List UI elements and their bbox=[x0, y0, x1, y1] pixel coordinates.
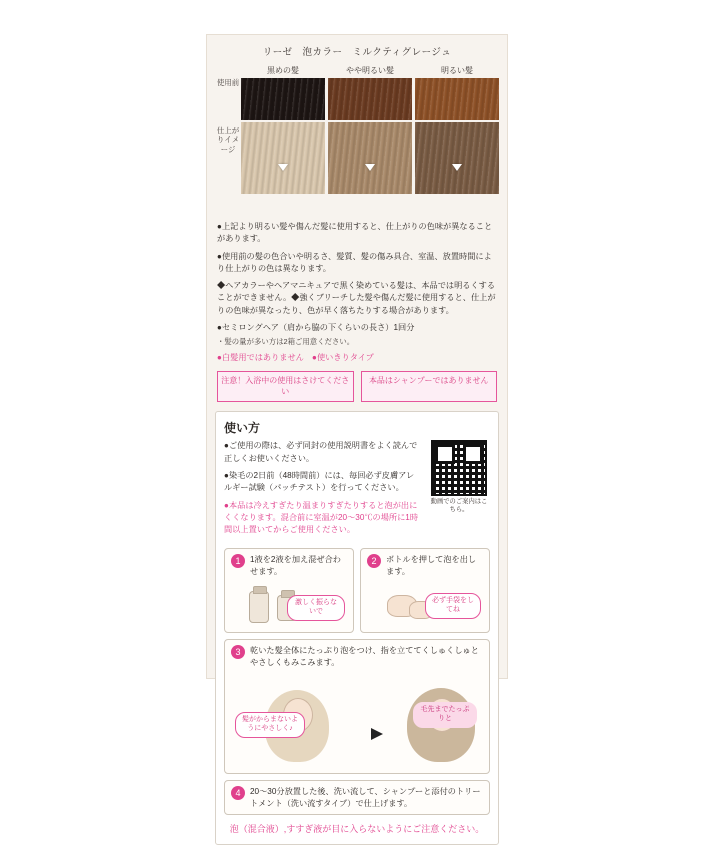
step-2-illustration bbox=[367, 581, 483, 627]
step-number: 3 bbox=[231, 645, 245, 659]
warning-bath: 注意！入浴中の使用はさけてください bbox=[217, 371, 354, 403]
step-number: 4 bbox=[231, 786, 245, 800]
step-2-balloon: 必ず手袋をしてね bbox=[425, 593, 481, 619]
swatch-label-after: 仕上がりイメージ bbox=[216, 126, 240, 154]
howto-note-1: ●ご使用の際は、必ず同封の使用説明書をよく読んで正しくお使いください。 bbox=[224, 441, 418, 463]
product-header: リーゼ 泡カラー ミルクティグレージュ bbox=[262, 47, 452, 58]
note-1: ●上記より明るい髪や傷んだ髪に使用すると、仕上がりの色味が異なることがあります。 bbox=[217, 222, 493, 244]
hair-texture bbox=[328, 122, 412, 194]
hair-texture bbox=[415, 122, 499, 194]
step-1-illustration bbox=[231, 581, 347, 627]
arrow-right-icon bbox=[371, 728, 383, 740]
step-1 bbox=[224, 548, 354, 633]
arrow-down-icon bbox=[452, 164, 462, 171]
step-3-illustration bbox=[231, 672, 483, 768]
howto-section bbox=[215, 411, 499, 845]
steps-list bbox=[224, 548, 490, 815]
step-text: 乾いた髪全体にたっぷり泡をつけ、指を立ててくしゅくしゅとやさしくもみこみます。 bbox=[250, 646, 479, 667]
step-number: 1 bbox=[231, 554, 245, 568]
arrow-down-icon bbox=[365, 164, 375, 171]
hair-texture bbox=[241, 122, 325, 194]
hair-texture bbox=[241, 78, 325, 120]
step-2 bbox=[360, 548, 490, 633]
footer-caution: 泡（混合液）,すすぎ液が目に入らないようにご注意ください。 bbox=[229, 824, 485, 835]
swatch-before-2 bbox=[328, 78, 412, 120]
step-3-balloon-right: 毛先までたっぷりと bbox=[413, 702, 477, 728]
swatch-after-1 bbox=[241, 122, 325, 194]
qr-code-icon[interactable] bbox=[431, 440, 487, 496]
note-4-sub: ・髪の量が多い方は2箱ご用意ください。 bbox=[217, 337, 355, 347]
swatch-title-3: 明るい髪 bbox=[441, 66, 473, 75]
package-back-panel bbox=[206, 34, 508, 835]
swatch-before-3 bbox=[415, 78, 499, 120]
step-number: 2 bbox=[367, 554, 381, 568]
swatch-before-1 bbox=[241, 78, 325, 120]
warning-not-shampoo: 本品はシャンプーではありません bbox=[361, 371, 498, 403]
step-text: ボトルを押して泡を出します。 bbox=[386, 555, 477, 576]
swatch-row-labels bbox=[215, 64, 241, 214]
step-text: 20～30分放置した後、洗い流して、シャンプーと添付のトリートメント（洗い流すタイプ）で仕上げます。 bbox=[250, 787, 481, 808]
step-text: 1液を2液を加え混ぜ合わせます。 bbox=[250, 555, 341, 576]
qr-caption: 動画でのご案内はこちら。 bbox=[430, 498, 488, 514]
swatch-column-2 bbox=[328, 64, 412, 214]
hair-texture bbox=[415, 78, 499, 120]
swatch-after-3 bbox=[415, 122, 499, 194]
step-3-balloon-left: 髪がからまないようにやさしく♪ bbox=[235, 712, 305, 738]
swatch-column-1 bbox=[241, 64, 325, 214]
swatch-after-2 bbox=[328, 122, 412, 194]
swatch-grid bbox=[215, 64, 499, 214]
usage-notes bbox=[217, 221, 497, 365]
swatch-title-1: 黒めの髪 bbox=[267, 66, 299, 75]
note-5: ●白髪用ではありません ●使いきりタイプ bbox=[217, 353, 374, 363]
step-1-balloon: 激しく振らないで bbox=[287, 595, 345, 621]
howto-note-3: ●本品は冷えすぎたり温まりすぎたりすると泡が出にくくなります。混合前に室温が20～30℃の場所に1時間以上置いてからご使用ください。 bbox=[224, 500, 419, 535]
note-3: ◆ヘアカラーやヘアマニキュアで黒く染めている髪は、本品では明るくすることができません。◆強くブリーチした髪や傷んだ髪に使用すると、仕上がりの色味が異なったり、色が早く落ちたりする場合があります。 bbox=[217, 281, 496, 315]
warning-row bbox=[217, 371, 497, 403]
arrow-down-icon bbox=[278, 164, 288, 171]
note-4: ●セミロングヘア（肩から脇の下くらいの長さ）1回分 bbox=[217, 323, 415, 333]
note-2: ●使用前の髪の色合いや明るさ、髪質、髪の傷み具合、室温、放置時間により仕上がりの色は異なります。 bbox=[217, 251, 492, 273]
howto-note-2: ●染毛の2日前（48時間前）には、毎回必ず皮膚アレルギー試験（パッチテスト）を行ってください。 bbox=[224, 470, 415, 493]
bottle-icon bbox=[249, 591, 269, 623]
howto-title: 使い方 bbox=[224, 421, 261, 436]
swatch-column-3 bbox=[415, 64, 499, 214]
qr-block bbox=[428, 440, 490, 514]
step-3 bbox=[224, 639, 490, 774]
step-4 bbox=[224, 780, 490, 815]
swatch-title-2: やや明るい髪 bbox=[346, 66, 394, 75]
swatch-label-before: 使用前 bbox=[216, 78, 240, 87]
hair-texture bbox=[328, 78, 412, 120]
